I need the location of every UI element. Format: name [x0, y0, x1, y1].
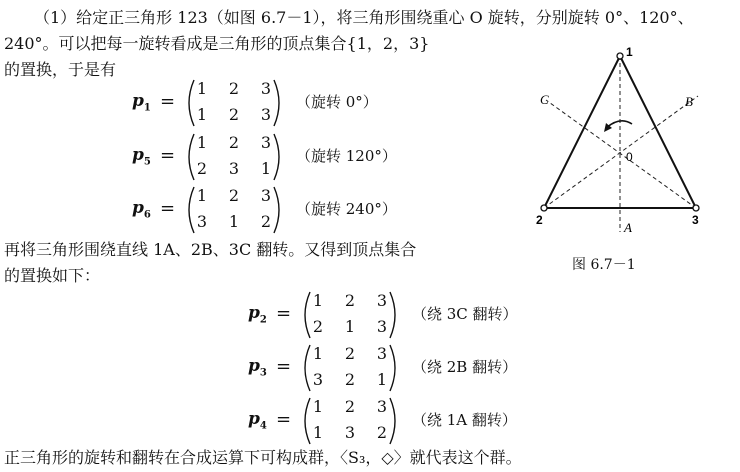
label-C: C: [540, 92, 549, 107]
figure-caption: 图 6.7－1: [572, 257, 636, 273]
permutation-matrix: 1 2 3 3 2 1: [300, 343, 400, 393]
permutation-matrix: 1 2 3 2 1 3: [300, 290, 400, 340]
perm-symbol: $p_1$: [132, 91, 151, 114]
perm-symbol: $p_5$: [132, 145, 151, 168]
perm-symbol: $p_6$: [132, 198, 151, 221]
perm-symbol: $p_4$: [248, 409, 267, 432]
triangle-diagram: [520, 40, 720, 240]
permutation-matrix: 1 2 3 3 1 2: [184, 185, 284, 235]
perm-description: （绕 2B 翻转）: [412, 358, 518, 376]
label-A: A: [624, 220, 632, 235]
perm-description: （绕 1A 翻转）: [412, 411, 517, 429]
paragraph-line-5: 的置换如下：: [4, 266, 101, 285]
label-vertex-3: 3: [692, 213, 699, 227]
paragraph-line-6: 正三角形的旋转和翻转在合成运算下可构成群，〈S₃，◇〉就代表这个群。: [4, 448, 522, 467]
perm-description: （旋转 240°）: [296, 200, 397, 218]
axis-3C: [546, 100, 696, 208]
label-vertex-2: 2: [536, 213, 543, 227]
perm-description: （旋转 0°）: [296, 93, 378, 111]
paragraph-line-2: 240°。可以把每一旋转看成是三角形的顶点集合{1，2，3}: [4, 34, 430, 53]
permutation-matrix: 1 2 3 1 3 2: [300, 396, 400, 446]
vertex-2-dot: [541, 205, 547, 211]
label-B: B: [685, 94, 693, 109]
axis-2B: [544, 96, 698, 208]
permutation-matrix: 1 2 3 1 2 3: [184, 78, 284, 128]
perm-symbol: $p_2$: [248, 303, 267, 326]
paragraph-line-3: 的置换，于是有: [4, 60, 117, 79]
vertex-1-dot: [617, 53, 623, 59]
triangle-figure: [520, 40, 720, 244]
permutation-matrix: 1 2 3 2 3 1: [184, 132, 284, 182]
perm-symbol: $p_3$: [248, 356, 267, 379]
perm-description: （绕 3C 翻转）: [412, 305, 518, 323]
perm-description: （旋转 120°）: [296, 147, 397, 165]
label-vertex-1: 1: [626, 45, 633, 59]
paragraph-line-1: （1）给定正三角形 123（如图 6.7－1），将三角形围绕重心 O 旋转，分别旋转 0°、120°、: [34, 8, 694, 27]
vertex-3-dot: [693, 205, 699, 211]
paragraph-line-4: 再将三角形围绕直线 1A、2B、3C 翻转。又得到顶点集合: [4, 240, 417, 259]
label-centroid: 0: [626, 150, 633, 164]
